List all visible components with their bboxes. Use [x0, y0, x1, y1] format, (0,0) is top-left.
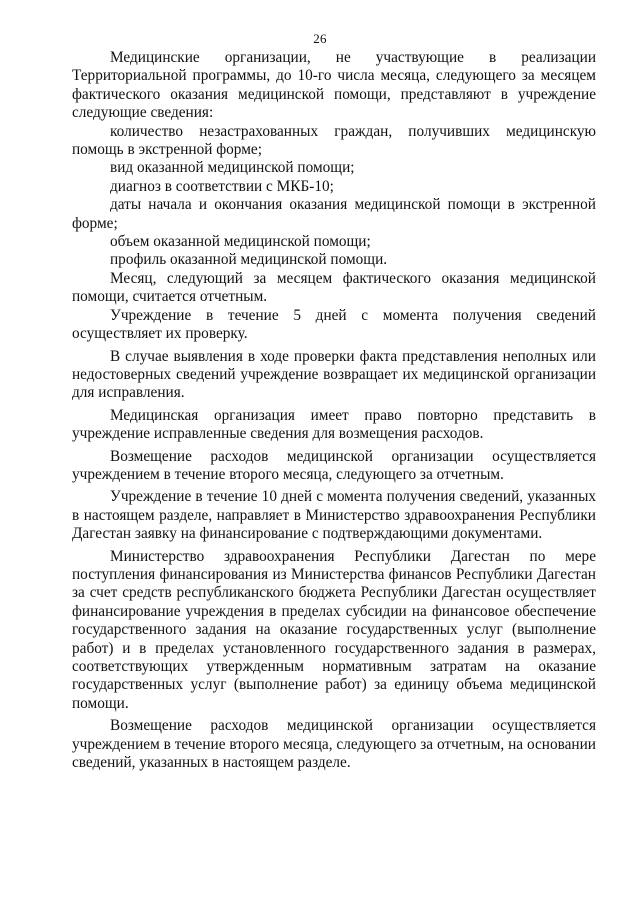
list-item: количество незастрахованных граждан, получивших медицинскую помощь в экстренной форме; — [72, 122, 596, 159]
paragraph: Министерство здравоохранения Республики Дагестан по мере поступления финансирования из Министерства финансов Республики Дагестан за счет средств республиканского бюджета Республики Дагестан осуществляет финансирование учреждения в пределах субсидии на финансовое обеспечение государственного задания на оказание государственных услуг (выполнение работ) и в пределах установленного государственного задания в размерах, соответствующих утвержденным нормативным затратам на оказание государственных услуг (выполнение работ) за единицу объема медицинской помощи. — [72, 547, 596, 712]
paragraph: Возмещение расходов медицинской организации осуществляется учреждением в течение второго месяца, следующего за отчетным, на основании сведений, указанных в настоящем разделе. — [72, 717, 596, 772]
page-number: 26 — [313, 31, 327, 46]
paragraph: Учреждение в течение 10 дней с момента получения сведений, указанных в настоящем разделе, направляет в Министерство здравоохранения Республики Дагестан заявку на финансирование с подтверждающими документами. — [72, 488, 596, 543]
paragraph: Месяц, следующий за месяцем фактического оказания медицинской помощи, считается отчетным. — [72, 269, 596, 306]
list-item: профиль оказанной медицинской помощи. — [110, 251, 388, 269]
document-body — [72, 49, 596, 772]
paragraph: Медицинская организация имеет право повторно представить в учреждение исправленные сведения для возмещения расходов. — [72, 406, 596, 443]
paragraph: В случае выявления в ходе проверки факта представления неполных или недостоверных сведений учреждение возвращает их медицинской организации для исправления. — [72, 347, 596, 402]
list-item: диагноз в соответствии с МКБ-10; — [110, 177, 334, 195]
list-item: вид оказанной медицинской помощи; — [110, 159, 355, 177]
list-item: даты начала и окончания оказания медицинской помощи в экстренной форме; — [72, 196, 596, 232]
paragraph: Медицинские организации, не участвующие в реализации Территориальной программы, до 10-го числа месяца, следующего за месяцем фактического оказания медицинской помощи, представляют в учреждение следующие сведения: — [72, 49, 596, 122]
list-item: объем оказанной медицинской помощи; — [110, 233, 371, 251]
paragraph: Учреждение в течение 5 дней с момента получения сведений осуществляет их проверку. — [72, 306, 596, 343]
paragraph: Возмещение расходов медицинской организации осуществляется учреждением в течение второго месяца, следующего за отчетным. — [72, 447, 596, 483]
